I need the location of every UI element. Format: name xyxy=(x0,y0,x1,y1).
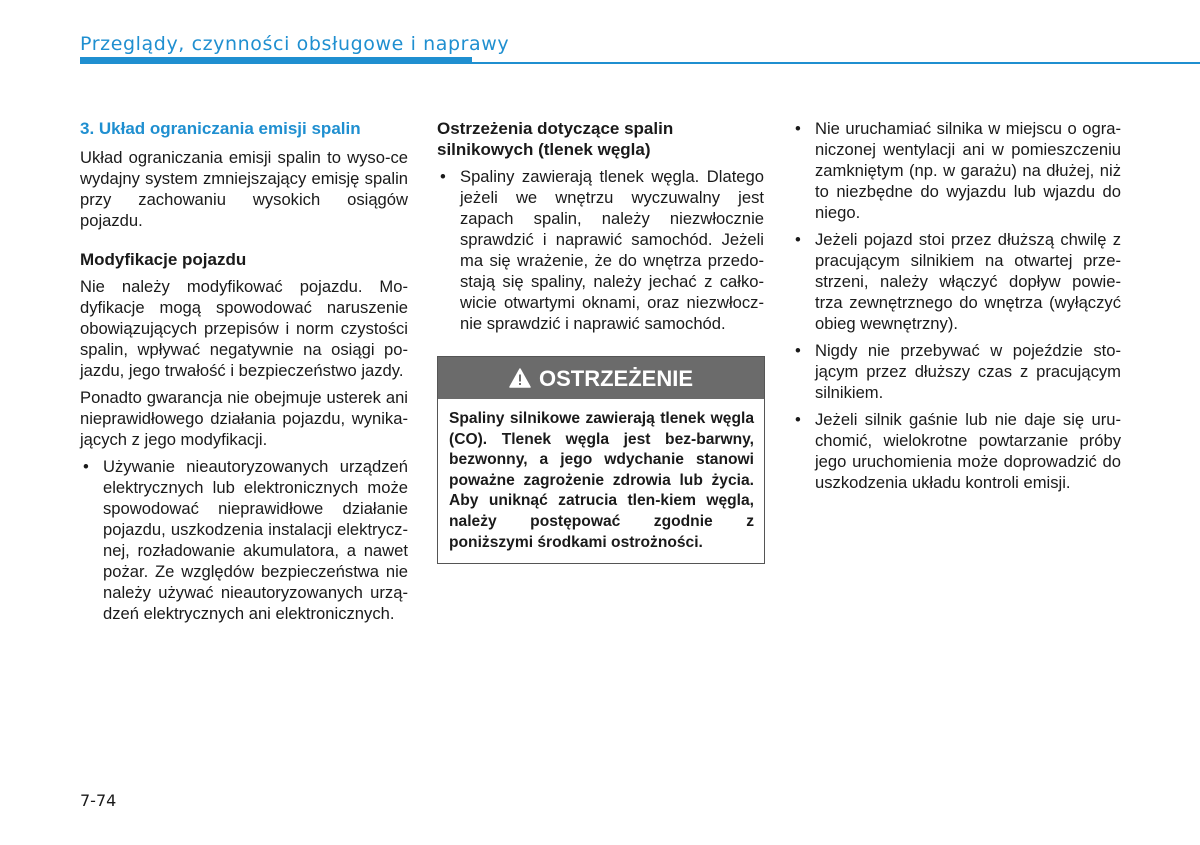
list-item xyxy=(437,166,764,334)
warning-title: OSTRZEŻENIE xyxy=(538,365,693,391)
exhaust-list xyxy=(437,166,764,334)
header-rule-accent xyxy=(80,57,472,64)
modifications-paragraph-1: Nie należy modyfikować pojazdu. Mo-dyfikacje mogą spowodować naruszenie obowiązujących przepisów i norm czystości spalin, wpływać negatywnie na osiągi po-jazdu, jego trwałość i bezpieczeństwo jazdy. xyxy=(80,277,408,380)
modifications-heading: Modyfikacje pojazdu xyxy=(80,250,247,269)
exhaust-warnings-heading: Ostrzeżenia dotyczące spalin silnikowych (tlenek węgla) xyxy=(437,119,674,159)
list-item-text: Jeżeli pojazd stoi przez dłuższą chwilę z pracującym silnikiem na otwartej prze-strzeni, należy włączyć dopływ powie-trza zewnętrznego do wnętrza (wyłączyć obieg wewnętrzny). xyxy=(815,230,1121,333)
section-title: 3. Układ ograniczania emisji spalin xyxy=(80,119,361,138)
warning-text: Spaliny silnikowe zawierają tlenek węgla (CO). Tlenek węgla jest bez-barwny, bezwonny, a jego wdychanie stanowi poważne zagrożenie zdrowia lub życia. Aby uniknąć zatrucia tlen-kiem węgla, należy postępować zgodnie z poniższymi środkami ostrożności. xyxy=(449,410,754,551)
column-left xyxy=(80,118,408,630)
column-middle xyxy=(437,118,764,564)
warning-box xyxy=(437,356,765,564)
header-title: Przeglądy, czynności obsługowe i naprawy xyxy=(80,33,510,55)
list-item-text: Nigdy nie przebywać w pojeździe sto-jącym przez dłuższy czas z pracującym silnikiem. xyxy=(815,341,1121,402)
list-item xyxy=(792,409,1121,493)
list-item xyxy=(792,340,1121,403)
modifications-list xyxy=(80,456,408,624)
list-item-text: Używanie nieautoryzowanych urządzeń elektrycznych lub elektronicznych może spowodować nieprawidłowe działanie pojazdu, uszkodzenia instalacji elektrycz-nej, rozładowanie akumulatora, a nawet pożar. Ze względów bezpieczeństwa nie należy używać nieautoryzowanych urzą-dzeń elektrycznych ani elektronicznych. xyxy=(103,457,408,623)
list-item-text: Spaliny zawierają tlenek węgla. Dlatego jeżeli we wnętrzu wyczuwalny jest zapach spalin, należy niezwłocznie sprawdzić i naprawić samochód. Jeżeli ma się wrażenie, że do wnętrza przedo-stają się spaliny, należy jechać z całko-wicie otwartymi oknami, oraz niezwłocz-nie sprawdzić i naprawić samochód. xyxy=(460,167,764,333)
intro-paragraph: Układ ograniczania emisji spalin to wyso-ce wydajny system zmniejszający emisję spalin przy zachowaniu wysokich osiągów pojazdu. xyxy=(80,148,408,230)
warning-header xyxy=(438,357,764,399)
list-item xyxy=(80,456,408,624)
bullet-icon: • xyxy=(83,457,89,476)
page-number: 7-74 xyxy=(80,791,117,810)
bullet-icon: • xyxy=(795,119,801,138)
warning-triangle-icon xyxy=(509,368,531,388)
column-right xyxy=(792,118,1121,499)
bullet-icon: • xyxy=(795,410,801,429)
list-item-text: Jeżeli silnik gaśnie lub nie daje się uru-chomić, wielokrotne powtarzanie próby jego uruchomienia może doprowadzić do uszkodzenia układu kontroli emisji. xyxy=(815,410,1121,492)
precautions-list xyxy=(792,118,1121,493)
bullet-icon: • xyxy=(795,341,801,360)
list-item xyxy=(792,118,1121,223)
bullet-icon: • xyxy=(440,167,446,186)
list-item-text: Nie uruchamiać silnika w miejscu o ogra-niczonej wentylacji ani w pomieszczeniu zamkniętym (np. w garażu) na dłużej, niż to niezbędne do wyjazdu lub wjazdu do niego. xyxy=(815,119,1121,222)
bullet-icon: • xyxy=(795,230,801,249)
list-item xyxy=(792,229,1121,334)
modifications-paragraph-2: Ponadto gwarancja nie obejmuje usterek ani nieprawidłowego działania pojazdu, wynika-jących z jego modyfikacji. xyxy=(80,388,408,449)
